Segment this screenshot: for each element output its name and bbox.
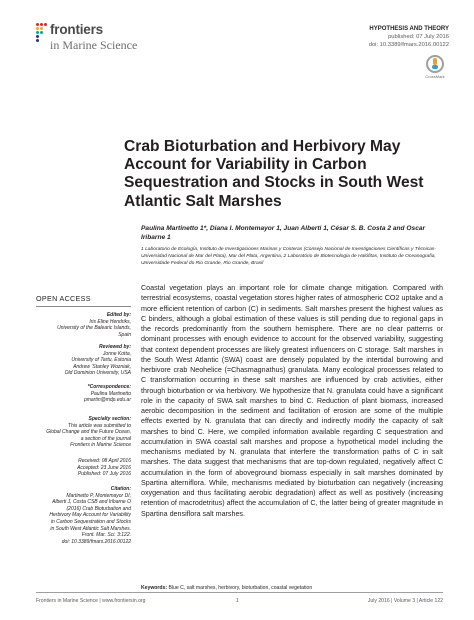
- citation-line: (2016) Crab Bioturbation and: [66, 505, 131, 512]
- citation-heading: Citation:: [110, 486, 131, 492]
- specialty-line: Frontiers in Marine Science: [70, 442, 131, 449]
- accepted-date: Accepted: 23 June 2016: [77, 464, 131, 471]
- keywords-label: Keywords:: [141, 585, 168, 591]
- citation-block: [36, 486, 131, 545]
- edited-by-line: Iris Eline Hendriks,: [89, 318, 131, 325]
- abstract-text: Coastal vegetation plays an important role for climate change mitigation. Compared with terrestrial ecosystems, coastal vegetation stores higher rates of atmospheric CO2 uptake and a more efficient retention of carbon (C) in sediments. Salt marshes present the highest values as C binders, although a global estimation of these values is still pending due to regional gaps in the records predominantly from the southern hemisphere. There are no clear patterns or dominant processes with enough evidence to account for the observed variability, suggesting that context dependent processes are likely greatest influencers on C storage. Salt marshes in the South West Atlantic (SWA) coast are densely populated by the intertidal burrowing and herbivore crab Neohelice (=Chasmagnathus) granulata. Many ecological processes related to C transformation occurring in these salt marshes are influenced by crab activities, either through bioturbation or via herbivory. We hypothesize that N. granulata could have a significant role in the capacity of SWA salt marshes to bind C. Reduction of plant biomass, increased aerobic decomposition in the sediment and facilitation of erosion are some of the multiple effects exerted by N. granulata that can directly and indirectly modify the capacity of salt marshes to bind C. Here, we compiled information available regarding C sequestration and accumulation in SWA coastal salt marshes and propose a hypothetical model including the mechanisms mediated by N. granulata that interfere the transformation paths of C in salt marshes. The data suggest that mechanisms that are top-down regulated, negatively affect C accumulation in the form of aboveground biomass especially in salt marshes dominated by Spartina alterniflora. While, mechanisms mediated by bioturbation can negatively (increasing oxygenation and thus facilitating aerobic degradation) affect as well as positively (increasing retention of macrodetritus) affect the accumulation of C, the latter being of greater magnitude in Spartina densiflora salt marshes.: [141, 284, 443, 518]
- author-list: Paulina Martinetto 1*, Diana I. Montemayor 1, Juan Alberti 1, César S. B. Costa 2 and Oscar Iribarne 1: [141, 225, 426, 241]
- open-access-label: OPEN ACCESS: [36, 294, 91, 303]
- reviewed-by-line: University of Tartu, Estonia: [71, 357, 131, 364]
- reviewed-by-line: Old Dominion University, USA: [64, 370, 131, 377]
- logo-subtitle: in Marine Science: [50, 38, 138, 52]
- received-date: Received: 08 April 2016: [78, 458, 131, 464]
- keywords-line: [141, 585, 443, 591]
- specialty-line: a section of the journal: [80, 435, 131, 442]
- crossmark-label: CrossMark: [425, 74, 445, 79]
- reviewed-by-line: Jonne Kotta,: [102, 350, 131, 357]
- footer-issue-info: July 2016 | Volume 3 | Article 122: [367, 598, 443, 604]
- published-date-sidebar: Published: 07 July 2016: [77, 471, 131, 478]
- citation-doi[interactable]: doi: 10.3389/fmars.2016.00122: [61, 538, 131, 545]
- dates-block: [36, 458, 131, 478]
- reviewed-by-line: Andrew 'Stanley Wozniak,: [73, 363, 131, 370]
- footer-journal-link[interactable]: Frontiers in Marine Science | www.frontiersin.org: [36, 598, 146, 604]
- sidebar-divider: [36, 306, 131, 307]
- journal-logo[interactable]: [36, 22, 176, 54]
- specialty-block: [36, 416, 131, 449]
- edited-by-line: University of the Balearic Islands,: [57, 325, 131, 332]
- citation-line: Herbivory May Account for Variability: [49, 512, 131, 519]
- keywords-list: Blue C, salt marshes, herbivory, bioturbation, coastal vegetation: [168, 585, 313, 591]
- frontiers-logo-icon: [36, 23, 48, 45]
- specialty-line: This article was submitted to: [67, 422, 131, 429]
- specialty-heading: Specialty section:: [88, 416, 131, 422]
- citation-line: in South West Atlantic Salt Marshes.: [50, 525, 131, 532]
- citation-line: Martinetto P, Montemayor DI,: [66, 492, 131, 499]
- crossmark-icon: [426, 55, 444, 73]
- citation-line: Alberti J, Costa CSB and Iribarne O: [52, 499, 131, 506]
- edited-by-heading: Edited by:: [106, 312, 131, 318]
- affiliations: 1 Laboratorio de Ecología, Instituto de Investigaciones Marinas y Costeras (Consejo Nacional de Investigaciones Científicas y Técnicas-Universidad Nacional de Mar del Plata), Mar del Plata, Argentina, 2 Laboratório de Biotecnologia de Halófitas, Instituto de Oceanografia, Universidade Federal do Rio Grande, Rio Grande, Brasil: [141, 247, 436, 267]
- specialty-line: Global Change and the Future Ocean,: [46, 429, 131, 436]
- logo-name: frontiers: [50, 22, 103, 37]
- edited-by-line: Spain: [118, 331, 131, 338]
- abstract: [141, 283, 443, 519]
- edited-by-block: [36, 312, 131, 338]
- reviewed-by-heading: Reviewed by:: [99, 344, 131, 350]
- correspondence-email[interactable]: pmartin@mdp.edu.ar: [83, 397, 131, 404]
- correspondence-name: Paulina Martinetto: [90, 390, 131, 397]
- citation-line: in Carbon Sequestration and Stocks: [50, 518, 131, 525]
- citation-line: Front. Mar. Sci. 3:122.: [81, 532, 131, 539]
- correspondence-block: [36, 384, 131, 404]
- correspondence-heading: *Correspondence:: [87, 384, 131, 390]
- article-title: Crab Bioturbation and Herbivory May Account for Variability in Carbon Sequestration and Stocks in South West Atlantic Salt Marshes: [124, 138, 424, 210]
- reviewed-by-block: [36, 344, 131, 377]
- crossmark-badge[interactable]: [423, 55, 447, 79]
- footer-divider: [36, 592, 443, 593]
- published-date: published: 07 July 2016: [388, 34, 449, 40]
- doi-link[interactable]: doi: 10.3389/fmars.2016.00122: [368, 42, 449, 48]
- article-type: HYPOTHESIS AND THEORY: [369, 26, 449, 32]
- article-meta: [369, 25, 449, 49]
- footer-page-number: 1: [236, 598, 239, 604]
